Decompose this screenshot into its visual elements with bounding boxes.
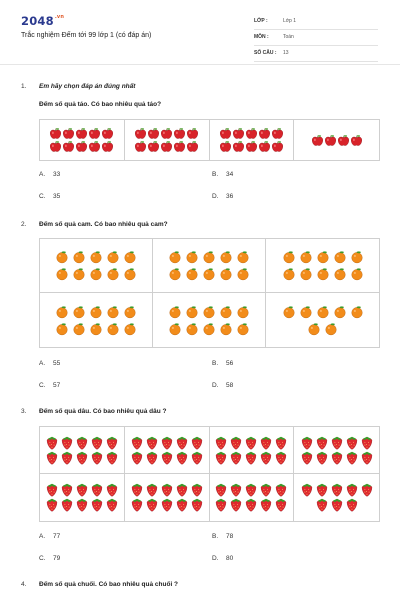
- meta-label: MÔN :: [254, 34, 269, 40]
- strawberry-icon: [214, 483, 228, 497]
- strawberry-icon: [90, 498, 104, 512]
- strawberry-icon: [345, 436, 359, 450]
- orange-icon: [123, 322, 137, 336]
- fruit-group: [125, 427, 210, 474]
- orange-icon: [282, 250, 296, 264]
- strawberry-icon: [75, 451, 89, 465]
- meta-value: Lớp 1: [283, 18, 297, 24]
- strawberry-icon: [360, 483, 374, 497]
- orange-icon: [219, 305, 233, 319]
- fruit-group: [40, 120, 125, 160]
- answer-option-c[interactable]: C. 79: [39, 555, 61, 562]
- strawberry-icon: [190, 498, 204, 512]
- orange-icon: [299, 250, 313, 264]
- strawberry-icon: [330, 436, 344, 450]
- fruit-group: [40, 427, 125, 474]
- fruit-group: [40, 239, 153, 293]
- orange-icon: [106, 322, 120, 336]
- meta-value: 13: [283, 50, 289, 56]
- strawberry-icon: [60, 483, 74, 497]
- strawberry-icon: [214, 498, 228, 512]
- orange-icon: [72, 305, 86, 319]
- strawberry-icon: [105, 451, 119, 465]
- strawberry-icon: [345, 451, 359, 465]
- strawberry-icon: [145, 451, 159, 465]
- meta-label: LỚP :: [254, 18, 268, 24]
- fruit-grid: [39, 426, 380, 522]
- strawberry-icon: [274, 483, 288, 497]
- apple-icon: [62, 140, 75, 153]
- question-number: 2.: [21, 221, 27, 228]
- strawberry-icon: [90, 451, 104, 465]
- fruit-group: [210, 120, 295, 160]
- question-text: Đếm số quả cam. Có bao nhiêu quả cam?: [39, 221, 168, 228]
- strawberry-icon: [175, 451, 189, 465]
- orange-icon: [106, 267, 120, 281]
- apple-icon: [101, 127, 114, 140]
- apple-icon: [147, 127, 160, 140]
- apple-icon: [160, 140, 173, 153]
- answer-option-b[interactable]: B. 56: [212, 360, 234, 367]
- strawberry-icon: [160, 498, 174, 512]
- strawberry-icon: [229, 483, 243, 497]
- orange-icon: [168, 267, 182, 281]
- apple-icon: [173, 140, 186, 153]
- strawberry-icon: [160, 483, 174, 497]
- answer-option-d[interactable]: D. 58: [212, 382, 234, 389]
- orange-icon: [123, 250, 137, 264]
- strawberry-icon: [244, 451, 258, 465]
- strawberry-icon: [45, 498, 59, 512]
- orange-icon: [123, 267, 137, 281]
- orange-icon: [219, 322, 233, 336]
- strawberry-icon: [274, 436, 288, 450]
- answer-option-a[interactable]: A. 77: [39, 533, 61, 540]
- strawberry-icon: [145, 483, 159, 497]
- orange-icon: [106, 250, 120, 264]
- orange-icon: [202, 322, 216, 336]
- answer-option-b[interactable]: B. 34: [212, 171, 234, 178]
- apple-icon: [62, 127, 75, 140]
- strawberry-icon: [45, 451, 59, 465]
- strawberry-icon: [75, 483, 89, 497]
- fruit-group: [40, 293, 153, 347]
- fruit-group: [153, 239, 266, 293]
- answer-option-a[interactable]: A. 55: [39, 360, 61, 367]
- orange-icon: [185, 322, 199, 336]
- apple-icon: [160, 127, 173, 140]
- fruit-group: [210, 427, 295, 474]
- apple-icon: [134, 127, 147, 140]
- apple-icon: [350, 134, 363, 147]
- orange-icon: [350, 267, 364, 281]
- orange-icon: [72, 250, 86, 264]
- strawberry-icon: [130, 498, 144, 512]
- apple-icon: [101, 140, 114, 153]
- apple-icon: [49, 127, 62, 140]
- apple-icon: [232, 140, 245, 153]
- fruit-grid: [39, 238, 380, 348]
- orange-icon: [185, 305, 199, 319]
- strawberry-icon: [244, 436, 258, 450]
- strawberry-icon: [175, 436, 189, 450]
- strawberry-icon: [175, 498, 189, 512]
- header-divider: [0, 64, 400, 65]
- orange-icon: [72, 322, 86, 336]
- apple-icon: [245, 140, 258, 153]
- apple-icon: [245, 127, 258, 140]
- strawberry-icon: [75, 436, 89, 450]
- apple-icon: [258, 140, 271, 153]
- document-title: Trắc nghiệm Đếm tới 99 lớp 1 (có đáp án): [21, 32, 152, 39]
- strawberry-icon: [214, 436, 228, 450]
- strawberry-icon: [160, 451, 174, 465]
- orange-icon: [123, 305, 137, 319]
- strawberry-icon: [330, 498, 344, 512]
- strawberry-icon: [105, 483, 119, 497]
- orange-icon: [202, 305, 216, 319]
- strawberry-icon: [145, 498, 159, 512]
- orange-icon: [282, 267, 296, 281]
- apple-icon: [311, 134, 324, 147]
- strawberry-icon: [229, 498, 243, 512]
- apple-icon: [186, 140, 199, 153]
- strawberry-icon: [244, 483, 258, 497]
- orange-icon: [202, 267, 216, 281]
- strawberry-icon: [360, 436, 374, 450]
- strawberry-icon: [105, 498, 119, 512]
- strawberry-icon: [60, 498, 74, 512]
- apple-icon: [186, 127, 199, 140]
- question-text: Đếm số quả chuối. Có bao nhiêu quả chuối ?: [39, 581, 179, 588]
- apple-icon: [88, 140, 101, 153]
- strawberry-icon: [60, 436, 74, 450]
- orange-icon: [316, 250, 330, 264]
- apple-icon: [75, 140, 88, 153]
- apple-icon: [271, 140, 284, 153]
- apple-icon: [219, 140, 232, 153]
- strawberry-icon: [60, 451, 74, 465]
- meta-row-subject: [254, 30, 378, 46]
- strawberry-icon: [145, 436, 159, 450]
- fruit-group: [266, 293, 379, 347]
- strawberry-icon: [90, 483, 104, 497]
- orange-icon: [324, 322, 338, 336]
- answer-option-c[interactable]: C. 57: [39, 382, 61, 389]
- strawberry-icon: [315, 498, 329, 512]
- answer-option-b[interactable]: B. 78: [212, 533, 234, 540]
- strawberry-icon: [259, 483, 273, 497]
- orange-icon: [299, 305, 313, 319]
- document-meta: [254, 14, 378, 62]
- question-number: 3.: [21, 408, 27, 415]
- orange-icon: [55, 267, 69, 281]
- orange-icon: [236, 322, 250, 336]
- strawberry-icon: [345, 498, 359, 512]
- strawberry-icon: [330, 483, 344, 497]
- answer-option-d[interactable]: D. 80: [212, 555, 234, 562]
- answer-option-c[interactable]: C. 35: [39, 193, 61, 200]
- orange-icon: [219, 267, 233, 281]
- orange-icon: [185, 267, 199, 281]
- strawberry-icon: [259, 498, 273, 512]
- strawberry-icon: [300, 451, 314, 465]
- apple-icon: [147, 140, 160, 153]
- strawberry-icon: [259, 436, 273, 450]
- question-number: 4.: [21, 581, 27, 588]
- orange-icon: [55, 322, 69, 336]
- orange-icon: [168, 250, 182, 264]
- apple-icon: [324, 134, 337, 147]
- question-instruction: Em hãy chọn đáp án đúng nhất: [39, 83, 136, 90]
- meta-label: SỐ CÂU :: [254, 50, 277, 56]
- orange-icon: [185, 250, 199, 264]
- fruit-grid: [39, 119, 380, 161]
- strawberry-icon: [105, 436, 119, 450]
- fruit-group: [125, 474, 210, 521]
- strawberry-icon: [45, 483, 59, 497]
- fruit-group: [40, 474, 125, 521]
- strawberry-icon: [315, 483, 329, 497]
- apple-icon: [173, 127, 186, 140]
- strawberry-icon: [315, 436, 329, 450]
- question-text: Đếm số quả táo. Có bao nhiêu quả táo?: [39, 101, 162, 108]
- strawberry-icon: [190, 436, 204, 450]
- apple-icon: [232, 127, 245, 140]
- orange-icon: [202, 250, 216, 264]
- apple-icon: [49, 140, 62, 153]
- strawberry-icon: [175, 483, 189, 497]
- answer-option-a[interactable]: A. 33: [39, 171, 61, 178]
- orange-icon: [316, 267, 330, 281]
- orange-icon: [89, 305, 103, 319]
- strawberry-icon: [90, 436, 104, 450]
- apple-icon: [219, 127, 232, 140]
- orange-icon: [299, 267, 313, 281]
- question-text: Đếm số quả dâu. Có bao nhiêu quả dâu ?: [39, 408, 167, 415]
- strawberry-icon: [130, 451, 144, 465]
- orange-icon: [350, 250, 364, 264]
- apple-icon: [88, 127, 101, 140]
- orange-icon: [316, 305, 330, 319]
- fruit-group: [294, 427, 379, 474]
- orange-icon: [89, 322, 103, 336]
- orange-icon: [307, 322, 321, 336]
- orange-icon: [333, 250, 347, 264]
- strawberry-icon: [75, 498, 89, 512]
- strawberry-icon: [130, 483, 144, 497]
- strawberry-icon: [300, 436, 314, 450]
- apple-icon: [134, 140, 147, 153]
- apple-icon: [271, 127, 284, 140]
- orange-icon: [236, 267, 250, 281]
- apple-icon: [337, 134, 350, 147]
- orange-icon: [282, 305, 296, 319]
- orange-icon: [333, 305, 347, 319]
- strawberry-icon: [214, 451, 228, 465]
- fruit-group: [294, 120, 379, 160]
- apple-icon: [75, 127, 88, 140]
- strawberry-icon: [360, 451, 374, 465]
- orange-icon: [350, 305, 364, 319]
- strawberry-icon: [45, 436, 59, 450]
- orange-icon: [168, 322, 182, 336]
- strawberry-icon: [130, 436, 144, 450]
- strawberry-icon: [274, 451, 288, 465]
- orange-icon: [236, 305, 250, 319]
- fruit-group: [153, 293, 266, 347]
- answer-option-d[interactable]: D. 36: [212, 193, 234, 200]
- orange-icon: [236, 250, 250, 264]
- meta-value: Toán: [283, 34, 294, 40]
- fruit-group: [266, 239, 379, 293]
- strawberry-icon: [190, 451, 204, 465]
- fruit-group: [294, 474, 379, 521]
- strawberry-icon: [259, 451, 273, 465]
- orange-icon: [55, 250, 69, 264]
- orange-icon: [106, 305, 120, 319]
- orange-icon: [168, 305, 182, 319]
- meta-row-grade: [254, 14, 378, 30]
- question-number: 1.: [21, 83, 27, 90]
- orange-icon: [72, 267, 86, 281]
- strawberry-icon: [330, 451, 344, 465]
- strawberry-icon: [274, 498, 288, 512]
- strawberry-icon: [190, 483, 204, 497]
- orange-icon: [89, 267, 103, 281]
- fruit-group: [125, 120, 210, 160]
- orange-icon: [219, 250, 233, 264]
- strawberry-icon: [244, 498, 258, 512]
- strawberry-icon: [315, 451, 329, 465]
- orange-icon: [333, 267, 347, 281]
- orange-icon: [55, 305, 69, 319]
- strawberry-icon: [160, 436, 174, 450]
- site-logo[interactable]: $2048^{.vn}$: [21, 14, 65, 28]
- meta-row-question-count: [254, 46, 378, 62]
- strawberry-icon: [229, 451, 243, 465]
- apple-icon: [258, 127, 271, 140]
- orange-icon: [89, 250, 103, 264]
- strawberry-icon: [229, 436, 243, 450]
- strawberry-icon: [345, 483, 359, 497]
- fruit-group: [210, 474, 295, 521]
- strawberry-icon: [300, 483, 314, 497]
